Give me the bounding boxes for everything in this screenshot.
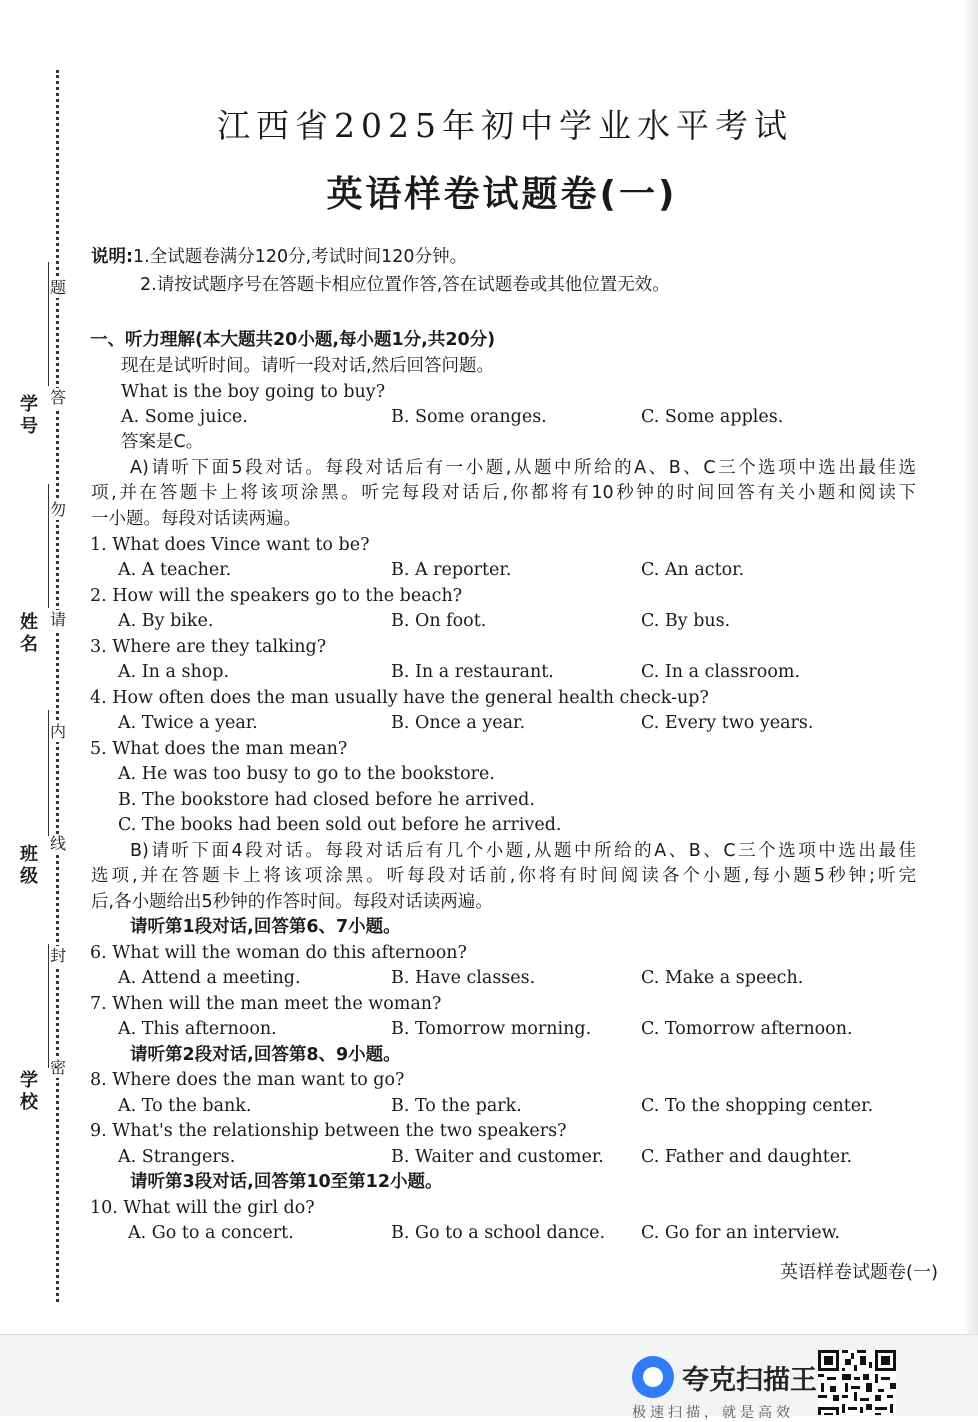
part-b-instructions: 选项,并在答题卡上将该项涂黑。听每段对话前,你将有时间阅读各个小题,每小题5秒钟;听完	[91, 866, 916, 886]
class-blank	[48, 710, 49, 836]
practice-option: A. Some juice.	[121, 407, 248, 427]
student-id-label: 学号	[20, 394, 38, 437]
question-10: 10. What will the girl do?	[90, 1198, 315, 1218]
question-7: 7. When will the man meet the woman?	[90, 994, 442, 1014]
option: A. A teacher.	[118, 560, 232, 580]
option: B. Waiter and customer.	[391, 1147, 604, 1167]
student-id-blank	[48, 262, 49, 386]
option: A. Attend a meeting.	[118, 968, 301, 988]
option: C. Go for an interview.	[641, 1223, 841, 1243]
question-5: 5. What does the man mean?	[90, 739, 348, 759]
option: C. Tomorrow afternoon.	[641, 1019, 853, 1039]
option: C. An actor.	[641, 560, 745, 580]
seal-word: 密	[49, 1058, 66, 1077]
option: B. In a restaurant.	[391, 662, 554, 682]
option: B. To the park.	[391, 1096, 522, 1116]
practice-question: What is the boy going to buy?	[121, 382, 386, 402]
page-footer-label: 英语样卷试题卷(一)	[780, 1262, 939, 1283]
option: B. Tomorrow morning.	[391, 1019, 592, 1039]
option: A. In a shop.	[118, 662, 230, 682]
seal-word: 题	[49, 278, 66, 297]
question-1: 1. What does Vince want to be?	[90, 535, 370, 555]
part-a-instructions: 项,并在答题卡上将该项涂黑。听完每段对话后,你都将有10秒钟的时间回答有关小题和阅读下	[91, 483, 916, 503]
school-label: 学校	[20, 1070, 38, 1113]
question-8: 8. Where does the man want to go?	[90, 1070, 405, 1090]
part-a-instructions: A)请听下面5段对话。每段对话后有一小题,从题中所给的A、B、C三个选项中选出最佳选	[130, 458, 916, 478]
option: A. By bike.	[118, 611, 214, 631]
qr-code-icon	[818, 1350, 896, 1415]
scanner-brand-name: 夸克扫描王	[682, 1365, 817, 1396]
seal-dotted-line	[56, 70, 59, 1302]
instructions-label: 说明:	[91, 247, 133, 267]
instruction-item: 2.请按试题序号在答题卡相应位置作答,答在试题卷或其他位置无效。	[140, 275, 670, 295]
seal-word: 封	[49, 946, 66, 965]
paper-subtitle: 英语样卷试题卷(一)	[326, 174, 678, 215]
option: A. Go to a concert.	[128, 1223, 294, 1243]
option: A. To the bank.	[118, 1096, 252, 1116]
school-blank	[48, 944, 49, 1068]
question-3: 3. Where are they talking?	[90, 637, 327, 657]
question-6: 6. What will the woman do this afternoon?	[90, 943, 467, 963]
question-4: 4. How often does the man usually have the general health check-up?	[90, 688, 709, 708]
option: C. In a classroom.	[641, 662, 801, 682]
exam-title: 江西省2025年初中学业水平考试	[217, 106, 793, 145]
part-b-instructions: B)请听下面4段对话。每段对话后有几个小题,从题中所给的A、B、C三个选项中选出最佳	[130, 841, 916, 861]
option: B. A reporter.	[391, 560, 512, 580]
option: B. On foot.	[391, 611, 487, 631]
seal-word: 线	[49, 834, 66, 853]
option: B. Go to a school dance.	[391, 1223, 606, 1243]
scanner-logo-icon	[632, 1356, 674, 1398]
practice-option: B. Some oranges.	[391, 407, 547, 427]
seal-word: 答	[49, 388, 66, 407]
question-2: 2. How will the speakers go to the beach?	[90, 586, 463, 606]
option: C. Every two years.	[641, 713, 814, 733]
seal-word: 勿	[49, 500, 66, 519]
class-label: 班级	[20, 844, 38, 887]
dialog-heading: 请听第2段对话,回答第8、9小题。	[130, 1045, 401, 1065]
option: A. This afternoon.	[118, 1019, 277, 1039]
dialog-heading: 请听第1段对话,回答第6、7小题。	[130, 917, 401, 937]
seal-word: 请	[49, 610, 66, 629]
dialog-heading: 请听第3段对话,回答第10至第12小题。	[130, 1172, 443, 1192]
scanner-slogan: 极速扫描，就是高效	[632, 1405, 794, 1421]
option: B. The bookstore had closed before he arrived.	[118, 790, 535, 810]
option: C. By bus.	[641, 611, 731, 631]
section-heading: 一、听力理解(本大题共20小题,每小题1分,共20分)	[90, 330, 496, 350]
part-b-instructions: 后,各小题给出5秒钟的作答时间。每段对话读两遍。	[91, 892, 493, 912]
practice-intro: 现在是试听时间。请听一段对话,然后回答问题。	[121, 356, 495, 376]
name-label: 姓名	[20, 612, 38, 655]
option: C. Father and daughter.	[641, 1147, 853, 1167]
option: C. Make a speech.	[641, 968, 804, 988]
name-blank	[48, 484, 49, 608]
option: A. Strangers.	[118, 1147, 236, 1167]
seal-word: 内	[49, 722, 66, 741]
option: B. Once a year.	[391, 713, 526, 733]
part-a-instructions: 一小题。每段对话读两遍。	[91, 509, 301, 529]
option: C. The books had been sold out before he arrived.	[118, 815, 562, 835]
option: B. Have classes.	[391, 968, 536, 988]
instruction-item: 1.全试题卷满分120分,考试时间120分钟。	[133, 247, 468, 267]
practice-answer: 答案是C。	[121, 432, 204, 452]
option: A. Twice a year.	[118, 713, 258, 733]
option: C. To the shopping center.	[641, 1096, 874, 1116]
practice-option: C. Some apples.	[641, 407, 784, 427]
option: A. He was too busy to go to the bookstore.	[118, 764, 495, 784]
instructions-line-1	[91, 245, 467, 269]
question-9: 9. What's the relationship between the two speakers?	[90, 1121, 567, 1141]
